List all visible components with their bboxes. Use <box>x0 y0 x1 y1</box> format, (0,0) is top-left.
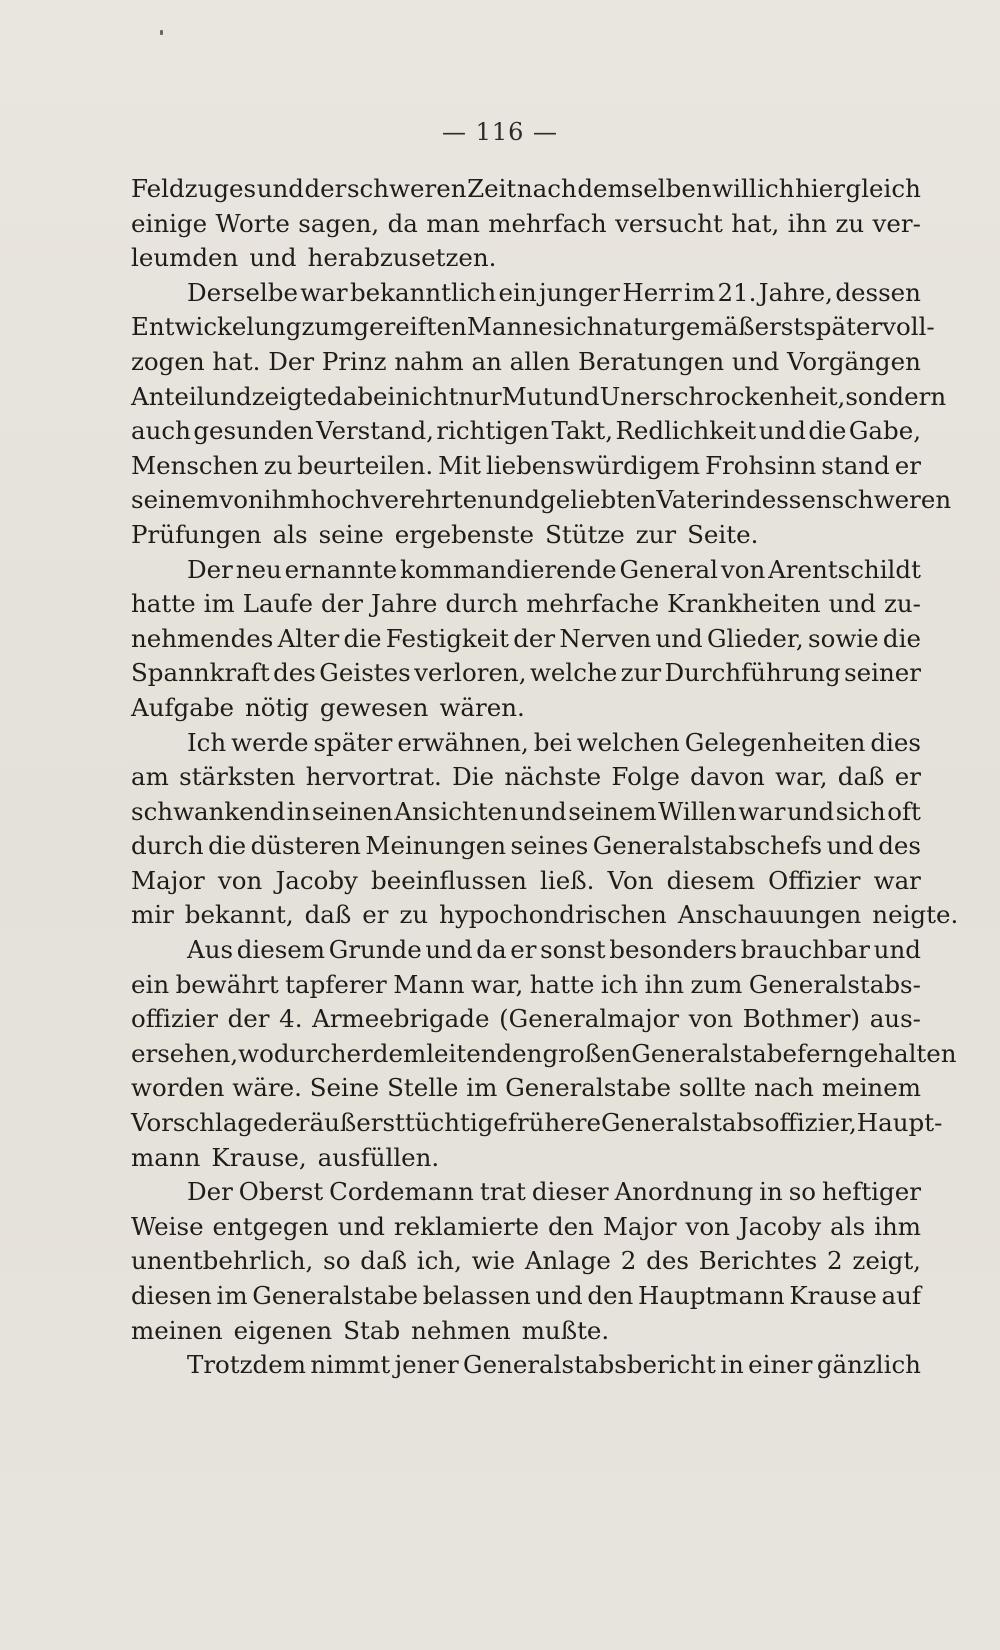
text-line: Entwickelung zum gereiften Manne sich naturgemäß erst später voll- <box>131 312 935 342</box>
text-line: zogen hat. Der Prinz nahm an allen Beratungen und Vorgängen <box>131 346 921 376</box>
text-line: Spannkraft des Geistes verloren, welche zur Durchführung seiner <box>131 658 921 688</box>
text-line: seinem von ihm hochverehrten und geliebten Vater in dessen schweren <box>131 485 952 515</box>
body-text <box>131 172 959 1383</box>
text-line: auch gesunden Verstand, richtigen Takt, Redlichkeit und die Gabe, <box>131 416 921 446</box>
text-line: Feldzuges und der schweren Zeit nach demselben will ich hier gleich <box>131 174 921 203</box>
text-line: schwankend in seinen Ansichten und seinem Willen war und sich oft <box>131 796 921 826</box>
text-line: ein bewährt tapferer Mann war, hatte ich ihn zum Generalstabs- <box>131 969 921 999</box>
text-line: Der neu ernannte kommandierende General von Arentschildt <box>187 554 921 584</box>
text-line: einige Worte sagen, da man mehrfach versucht hat, ihn zu ver- <box>131 208 921 238</box>
text-line: Prüfungen als seine ergebenste Stütze zur Seite. <box>131 519 759 549</box>
text-line: Aus diesem Grunde und da er sonst besonders brauchbar und <box>187 935 921 965</box>
text-line: Ich werde später erwähnen, bei welchen Gelegenheiten dies <box>187 727 921 757</box>
text-line: Trotzdem nimmt jener Generalstabsbericht in einer gänzlich <box>187 1350 921 1380</box>
text-line: Weise entgegen und reklamierte den Major von Jacoby als ihm <box>131 1211 921 1241</box>
text-line: unentbehrlich, so daß ich, wie Anlage 2 des Berichtes 2 zeigt, <box>131 1246 921 1276</box>
paper-speck <box>160 30 163 35</box>
text-line: Vorschlage der äußerst tüchtige frühere Generalstabsoffizier, Haupt- <box>131 1108 943 1138</box>
text-line: hatte im Laufe der Jahre durch mehrfache Krankheiten und zu- <box>131 589 921 619</box>
text-line: offizier der 4. Armeebrigade (Generalmajor von Bothmer) aus- <box>131 1004 921 1034</box>
text-line: Major von Jacoby beeinflussen ließ. Von diesem Offizier war <box>131 865 921 895</box>
text-line: Anteil und zeigte dabei nicht nur Mut und Unerschrockenheit, sondern <box>131 381 947 411</box>
text-line: worden wäre. Seine Stelle im Generalstabe sollte nach meinem <box>131 1073 921 1103</box>
text-line: mann Krause, ausfüllen. <box>131 1142 440 1172</box>
page-number: — 116 — <box>441 118 559 146</box>
text-line: diesen im Generalstabe belassen und den Hauptmann Krause auf <box>131 1281 921 1310</box>
text-line: meinen eigenen Stab nehmen mußte. <box>131 1315 610 1345</box>
text-line: leumden und herabzusetzen. <box>131 243 497 273</box>
text-line: nehmendes Alter die Festigkeit der Nerven und Glieder, sowie die <box>131 623 921 653</box>
text-line: Aufgabe nötig gewesen wären. <box>131 692 525 722</box>
text-line: mir bekannt, daß er zu hypochondrischen Anschauungen neigte. <box>131 900 959 930</box>
text-line: Menschen zu beurteilen. Mit liebenswürdigem Frohsinn stand er <box>131 450 921 480</box>
text-line: durch die düsteren Meinungen seines Generalstabschefs und des <box>131 831 921 861</box>
text-line: Der Oberst Cordemann trat dieser Anordnung in so heftiger <box>187 1177 921 1207</box>
text-line: Derselbe war bekanntlich ein junger Herr im 21. Jahre, dessen <box>187 277 921 307</box>
text-line: ersehen, wodurch er dem leitenden großen Generalstabe fern gehalten <box>131 1038 957 1068</box>
text-line: am stärksten hervortrat. Die nächste Folge davon war, daß er <box>131 762 921 792</box>
